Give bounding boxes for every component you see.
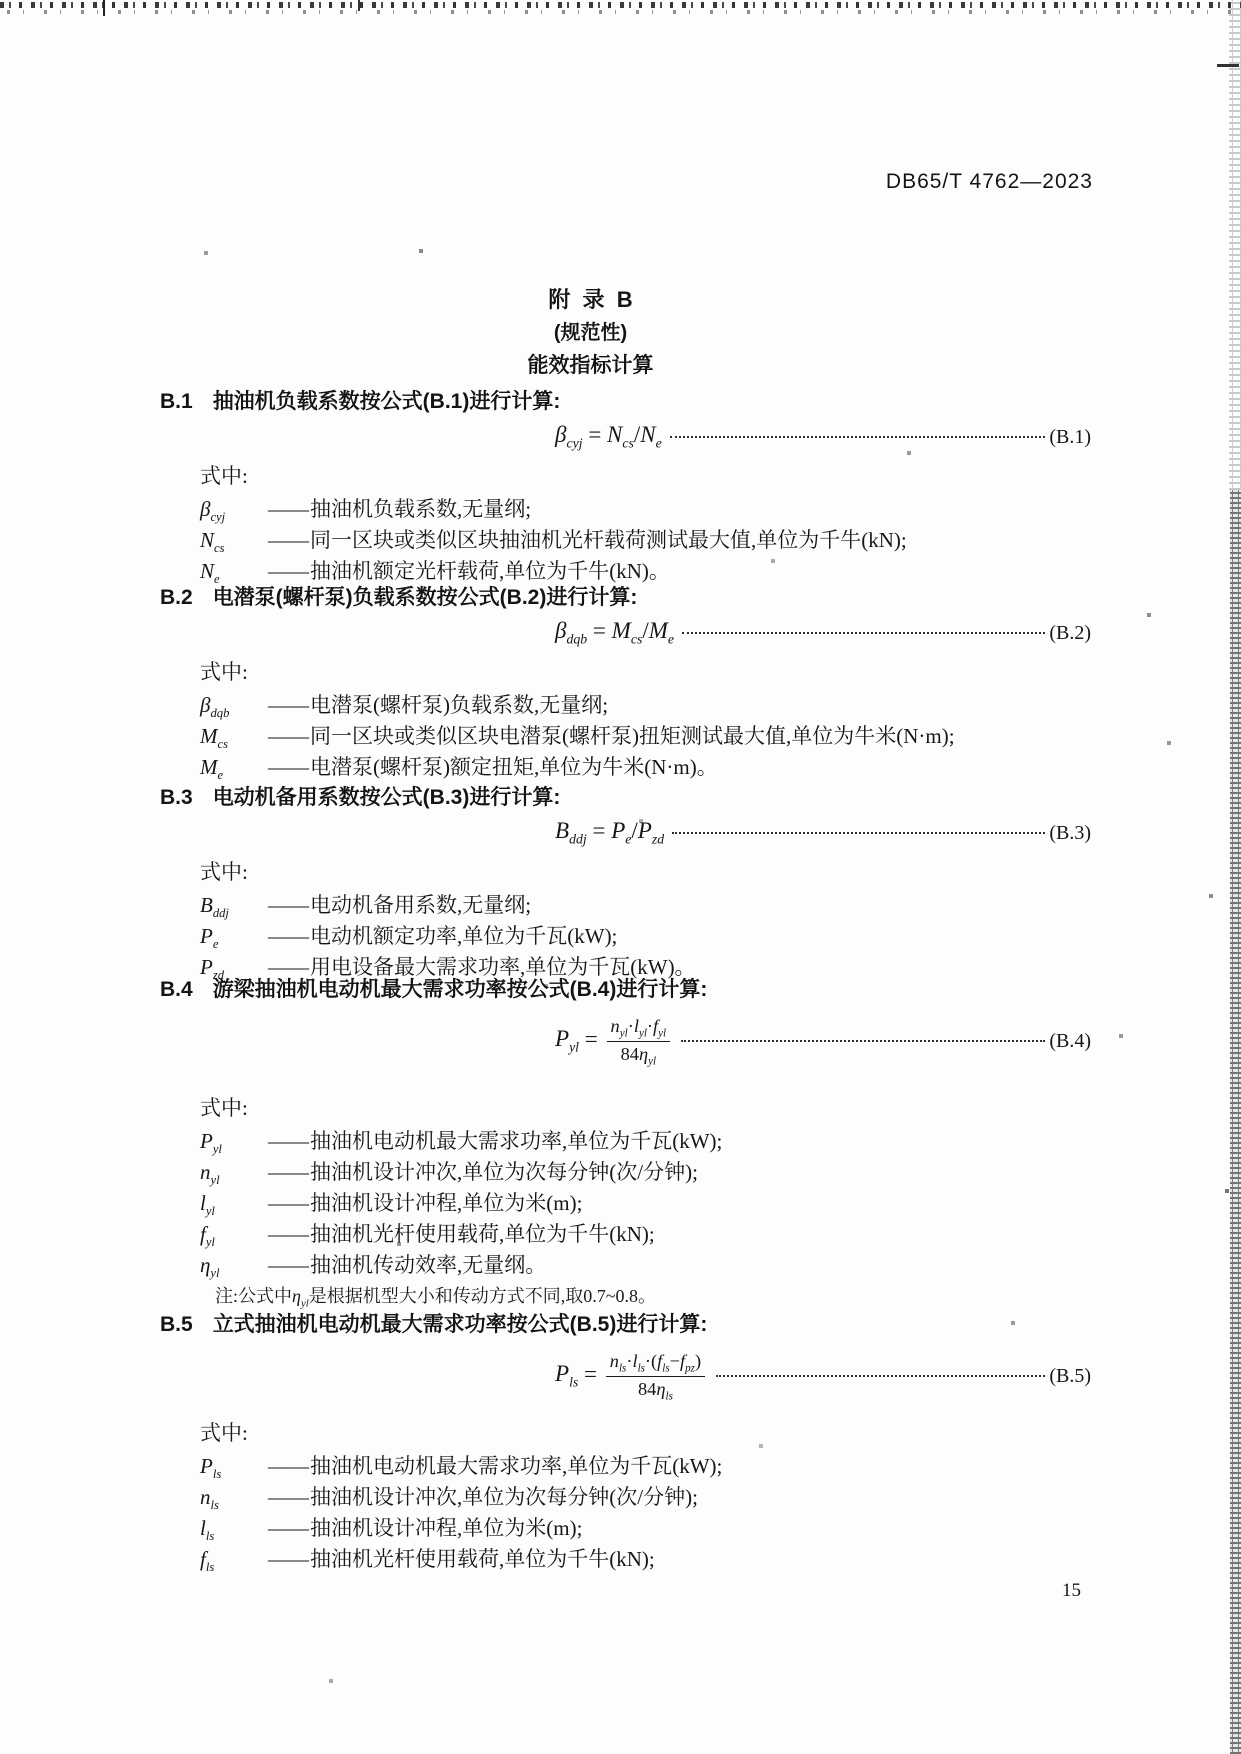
definition-row (200, 494, 1091, 525)
scan-noise-right-edge-dense (1230, 490, 1241, 1754)
appendix-subject: 能效指标计算 (527, 354, 654, 377)
formula-label: (B.5) (1049, 1364, 1091, 1387)
definition-text: 用电设备最大需求功率,单位为千瓦(kW)。 (310, 955, 696, 979)
definition-symbol: $N_{cs}$ (200, 528, 225, 556)
definition-dash: —— (268, 1222, 308, 1246)
dotted-leader (681, 1040, 1045, 1042)
formula-label: (B.1) (1049, 425, 1091, 448)
section-number: B.3 (160, 786, 193, 809)
definition-dash: —— (268, 1454, 308, 1478)
definition-dash: —— (268, 1160, 308, 1184)
definition-symbol: $n_{yl}$ (200, 1160, 220, 1188)
definition-symbol: $P_{zd}$ (200, 955, 225, 983)
definition-text: 抽油机电动机最大需求功率,单位为千瓦(kW); (310, 1129, 723, 1153)
note (215, 1283, 1091, 1309)
definition-dash: —— (268, 497, 308, 521)
formula-b3: $B_{ddj} = P_e/P_{zd}$ (555, 818, 665, 847)
formula-label: (B.2) (1049, 621, 1091, 644)
scan-noise-top (0, 2, 1241, 8)
where-label: 式中: (200, 860, 248, 884)
section-b4 (160, 976, 1091, 1309)
formula-row (555, 614, 1091, 652)
definition-row (200, 1482, 1091, 1513)
definition-text: 抽油机光杆使用载荷,单位为千牛(kN); (310, 1222, 655, 1246)
dotted-leader (716, 1375, 1045, 1377)
definition-dash: —— (268, 1485, 308, 1509)
section-heading-text: 立式抽油机电动机最大需求功率按公式(B.5)进行计算: (212, 1313, 708, 1336)
note-prefix: 注:公式中 (215, 1286, 293, 1306)
definition-row (200, 1451, 1091, 1482)
scan-dash-mark (1217, 64, 1239, 67)
definition-dash: —— (268, 528, 308, 552)
definition-row (200, 525, 1091, 556)
definition-dash: —— (268, 924, 308, 948)
definition-symbol: $P_{ls}$ (200, 1454, 222, 1482)
formula-row (555, 814, 1091, 852)
definition-text: 抽油机传动效率,无量纲。 (310, 1253, 547, 1277)
section-number: B.5 (160, 1313, 193, 1336)
definition-dash: —— (268, 724, 308, 748)
scan-specks (0, 0, 2, 2)
note-suffix: 是根据机型大小和传动方式不同,取0.7~0.8。 (308, 1286, 656, 1306)
dotted-leader (682, 632, 1045, 634)
section-heading (160, 388, 1091, 416)
definition-symbol: $l_{ls}$ (200, 1516, 215, 1544)
definition-dash: —— (268, 755, 308, 779)
definition-dash: —— (268, 955, 308, 979)
definition-text: 抽油机设计冲次,单位为次每分钟(次/分钟); (310, 1160, 698, 1184)
section-heading (160, 1311, 1091, 1339)
definition-row (200, 890, 1091, 921)
definition-text: 抽油机电动机最大需求功率,单位为千瓦(kW); (310, 1454, 723, 1478)
section-number: B.4 (160, 978, 193, 1001)
definition-row (200, 690, 1091, 721)
definition-row (200, 752, 1091, 783)
dotted-leader (670, 436, 1046, 438)
formula-b4: $P_{yl}$ = $\frac{n_{yl}\cdot l_{yl}\cdot f_{yl}}{84\eta_{yl}}$ (555, 1015, 673, 1067)
section-heading-text: 电潜泵(螺杆泵)负载系数按公式(B.2)进行计算: (212, 586, 638, 609)
where-label: 式中: (200, 660, 248, 684)
formula-label: (B.4) (1049, 1029, 1091, 1052)
definition-symbol: $\eta_{yl}$ (200, 1253, 220, 1281)
symbol-definitions (200, 690, 1091, 783)
definition-text: 抽油机设计冲程,单位为米(m); (310, 1516, 583, 1540)
scan-noise-right-edge (1229, 0, 1241, 490)
definition-text: 抽油机光杆使用载荷,单位为千牛(kN); (310, 1547, 655, 1571)
formula-b2: $\beta_{dqb} = M_{cs}/M_e$ (555, 618, 675, 647)
section-b1 (160, 388, 1091, 587)
definition-dash: —— (268, 1547, 308, 1571)
definition-text: 同一区块或类似区块抽油机光杆载荷测试最大值,单位为千牛(kN); (310, 528, 907, 552)
note-symbol: $\eta_{yl}$ (292, 1286, 309, 1310)
definition-dash: —— (268, 1516, 308, 1540)
definition-text: 电潜泵(螺杆泵)负载系数,无量纲; (310, 693, 609, 717)
formula-row (555, 418, 1091, 456)
definition-dash: —— (268, 1191, 308, 1215)
page-number: 15 (1062, 1580, 1081, 1601)
formula-label: (B.3) (1049, 821, 1091, 844)
definition-row (200, 1126, 1091, 1157)
section-heading-text: 抽油机负载系数按公式(B.1)进行计算: (212, 390, 561, 413)
definition-dash: —— (268, 1129, 308, 1153)
definition-dash: —— (268, 559, 308, 583)
definition-text: 电动机额定功率,单位为千瓦(kW); (310, 924, 618, 948)
definition-dash: —— (268, 693, 308, 717)
section-b5 (160, 1311, 1091, 1575)
symbol-definitions (200, 890, 1091, 983)
doc-code: DB65/T 4762—2023 (885, 170, 1093, 193)
definition-symbol: $\beta_{cyj}$ (200, 497, 226, 525)
definition-text: 抽油机负载系数,无量纲; (310, 497, 532, 521)
definition-text: 抽油机设计冲程,单位为米(m); (310, 1191, 583, 1215)
scan-tick-mark-2 (358, 0, 360, 11)
section-number: B.1 (160, 390, 193, 413)
definition-symbol: $N_e$ (200, 559, 220, 587)
definition-symbol: $f_{yl}$ (200, 1222, 215, 1250)
definition-row (200, 1250, 1091, 1281)
appendix-normative-label: (规范性) (553, 322, 628, 344)
definition-dash: —— (268, 1253, 308, 1277)
definition-row (200, 1157, 1091, 1188)
section-number: B.2 (160, 586, 193, 609)
definition-symbol: $n_{ls}$ (200, 1485, 219, 1513)
section-heading-text: 电动机备用系数按公式(B.3)进行计算: (212, 786, 561, 809)
section-b2 (160, 584, 1091, 783)
definition-row (200, 1219, 1091, 1250)
formula-row (555, 1347, 1091, 1405)
section-heading-text: 游梁抽油机电动机最大需求功率按公式(B.4)进行计算: (212, 978, 708, 1001)
where-label: 式中: (200, 1096, 248, 1120)
definition-dash: —— (268, 893, 308, 917)
definition-text: 电动机备用系数,无量纲; (310, 893, 532, 917)
section-b3 (160, 784, 1091, 983)
section-heading (160, 976, 1091, 1004)
appendix-title: 附 录 B (548, 287, 633, 312)
definition-text: 同一区块或类似区块电潜泵(螺杆泵)扭矩测试最大值,单位为牛米(N·m); (310, 724, 955, 748)
formula-b5: $P_{ls}$ = $\frac{n_{ls}\cdot l_{ls}\cdot(f_{ls}-f_{pz})}{84\eta_{ls}}$ (555, 1350, 708, 1402)
definition-row (200, 921, 1091, 952)
formula-row (555, 1012, 1091, 1070)
definition-row (200, 1513, 1091, 1544)
section-heading (160, 784, 1091, 812)
definition-text: 电潜泵(螺杆泵)额定扭矩,单位为牛米(N·m)。 (310, 755, 718, 779)
scan-tick-mark (103, 0, 105, 16)
symbol-definitions (200, 494, 1091, 587)
definition-symbol: $M_e$ (200, 755, 224, 783)
definition-symbol: $\beta_{dqb}$ (200, 693, 230, 721)
definition-row (200, 1544, 1091, 1575)
section-heading (160, 584, 1091, 612)
definition-row (200, 1188, 1091, 1219)
definition-row (200, 556, 1091, 587)
formula-b1: $\beta_{cyj} = N_{cs}/N_e$ (555, 422, 662, 451)
dotted-leader (672, 832, 1045, 834)
definition-symbol: $l_{yl}$ (200, 1191, 215, 1219)
definition-row (200, 721, 1091, 752)
symbol-definitions (200, 1126, 1091, 1281)
definition-symbol: $f_{ls}$ (200, 1547, 215, 1575)
definition-text: 抽油机额定光杆载荷,单位为千牛(kN)。 (310, 559, 670, 583)
definition-symbol: $B_{ddj}$ (200, 893, 229, 921)
where-label: 式中: (200, 464, 248, 488)
where-label: 式中: (200, 1421, 248, 1445)
scan-noise-top-2 (0, 10, 1241, 14)
definition-symbol: $M_{cs}$ (200, 724, 228, 752)
symbol-definitions (200, 1451, 1091, 1575)
definition-text: 抽油机设计冲次,单位为次每分钟(次/分钟); (310, 1485, 698, 1509)
definition-symbol: $P_e$ (200, 924, 219, 952)
definition-symbol: $P_{yl}$ (200, 1129, 222, 1157)
